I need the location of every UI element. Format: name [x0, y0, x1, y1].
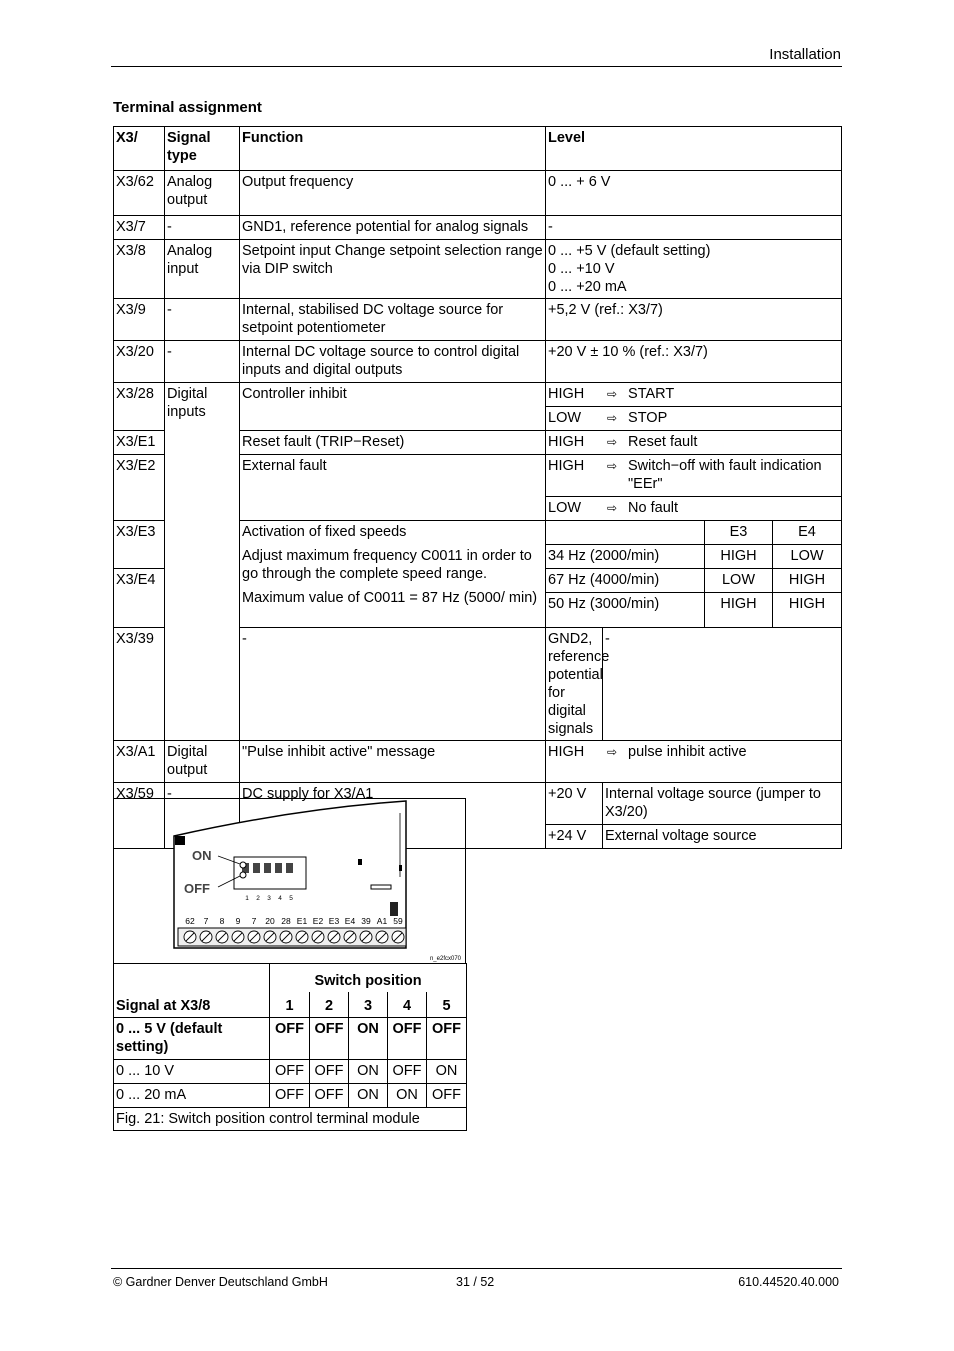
- header-switch-position: Switch position: [270, 964, 467, 992]
- terminal-cell: X3/62: [114, 171, 165, 216]
- dip-number: 1: [245, 895, 249, 902]
- function-cell: DC supply for X3/A1: [240, 783, 546, 849]
- terminal-cell: X3/E4: [114, 569, 165, 628]
- terminal-cell: X3/8: [114, 240, 165, 299]
- signal-cell: -: [165, 783, 240, 849]
- signal-cell: -: [165, 299, 240, 341]
- switch-cell: ON: [349, 1084, 388, 1108]
- arrow-right-icon: ⇨: [606, 435, 618, 449]
- table-row: [114, 216, 842, 240]
- level-line: 0 ... +20 mA: [548, 279, 627, 295]
- e4-cell: HIGH: [773, 569, 842, 593]
- col-header: 5: [427, 992, 467, 1018]
- arrow-right-icon: ⇨: [606, 411, 618, 425]
- table-row: [114, 1018, 467, 1060]
- header-signal-type: Signal type: [165, 127, 240, 171]
- dip-number: 2: [256, 895, 260, 902]
- terminal-assignment-table: [113, 126, 842, 849]
- header-terminal: X3/: [114, 127, 165, 171]
- table-row: [114, 171, 842, 216]
- speed-cell: 50 Hz (3000/min): [546, 593, 705, 628]
- terminal-label: 59: [393, 916, 403, 926]
- level-cell: HIGH ⇨ Switch−off with fault indication "EEr": [546, 455, 842, 497]
- function-cell: "Pulse inhibit active" message: [240, 741, 546, 783]
- table-row: [114, 341, 842, 383]
- terminal-cell: X3/9: [114, 299, 165, 341]
- figure-box: [113, 798, 466, 963]
- switch-cell: ON: [349, 1060, 388, 1084]
- table-row: [114, 383, 842, 407]
- function-cell: Internal DC voltage source to control digital inputs and digital outputs: [240, 341, 546, 383]
- terminal-label: A1: [376, 916, 388, 926]
- col-header: 3: [349, 992, 388, 1018]
- switch-cell: OFF: [310, 1084, 349, 1108]
- terminal-label: 7: [251, 916, 257, 926]
- function-cell: Setpoint input Change setpoint selection range via DIP switch: [240, 240, 546, 299]
- section-title: Terminal assignment: [113, 99, 262, 116]
- terminal-cell: X3/59: [114, 783, 165, 849]
- caption-row: [114, 1108, 467, 1131]
- function-text: Maximum value of C0011 = 87 Hz (5000/ min): [242, 590, 538, 606]
- table-header-row: [114, 127, 842, 171]
- terminal-module-diagram: [114, 799, 465, 963]
- switch-cell: OFF: [388, 1060, 427, 1084]
- dip-number: 5: [289, 895, 293, 902]
- arrow-right-icon: ⇨: [606, 459, 618, 473]
- terminal-label: 9: [235, 916, 241, 926]
- function-cell: GND1, reference potential for analog signals: [240, 216, 546, 240]
- e3-cell: LOW: [705, 569, 773, 593]
- footer-rule: [111, 1268, 842, 1269]
- terminal-label: 39: [361, 916, 371, 926]
- voltage-desc-cell: External voltage source: [603, 825, 842, 849]
- figure-caption: Fig. 21: Switch position control terminal module: [114, 1108, 467, 1131]
- arrow-right-icon: ⇨: [606, 501, 618, 515]
- col-header: 4: [388, 992, 427, 1018]
- switch-cell: ON: [388, 1084, 427, 1108]
- switch-cell: ON: [427, 1060, 467, 1084]
- arrow-right-icon: ⇨: [606, 745, 618, 759]
- signal-cell: 0 ... 20 mA: [114, 1084, 270, 1108]
- level-cell: +5,2 V (ref.: X3/7): [546, 299, 842, 341]
- e4-cell: HIGH: [773, 593, 842, 628]
- voltage-cell: +24 V: [546, 825, 603, 849]
- header-level: Level: [546, 127, 842, 171]
- switch-cell: OFF: [427, 1084, 467, 1108]
- terminal-label: 28: [281, 916, 291, 926]
- dip-number: 4: [278, 895, 282, 902]
- terminal-label: 62: [185, 916, 195, 926]
- level-cell: HIGH ⇨ START: [546, 383, 842, 407]
- dip-number: 3: [267, 895, 271, 902]
- terminal-cell: X3/E2: [114, 455, 165, 521]
- switch-cell: OFF: [310, 1018, 349, 1060]
- footer-doc-number: 610.44520.40.000: [738, 1275, 839, 1289]
- function-cell: External fault: [240, 455, 546, 521]
- signal-cell: -: [165, 341, 240, 383]
- table-row: [114, 299, 842, 341]
- e3-cell: HIGH: [705, 593, 773, 628]
- function-cell: Controller inhibit: [240, 383, 546, 431]
- switch-cell: OFF: [270, 1018, 310, 1060]
- switch-cell: OFF: [310, 1060, 349, 1084]
- switch-position-table: [113, 963, 467, 1131]
- e4-cell: LOW: [773, 545, 842, 569]
- level-line: 0 ... +5 V (default setting): [548, 243, 711, 259]
- table-row: [114, 1060, 467, 1084]
- level-cell: -: [603, 628, 842, 741]
- header-signal: Signal at X3/8: [114, 964, 270, 1018]
- table-header-row: [114, 964, 467, 992]
- terminal-label: 7: [203, 916, 209, 926]
- off-label: OFF: [184, 881, 210, 896]
- voltage-desc-cell: Internal voltage source (jumper to X3/20): [603, 783, 842, 825]
- speed-header-blank: [546, 521, 705, 545]
- signal-cell: Analog input: [165, 240, 240, 299]
- table-row: [114, 1084, 467, 1108]
- terminal-label: E4: [344, 916, 356, 926]
- e3-cell: HIGH: [705, 545, 773, 569]
- signal-cell: 0 ... 10 V: [114, 1060, 270, 1084]
- terminal-label: E3: [328, 916, 340, 926]
- footer-page-number: 31 / 52: [456, 1275, 495, 1289]
- footer-company: © Gardner Denver Deutschland GmbH: [113, 1275, 328, 1289]
- level-cell: LOW ⇨ STOP: [546, 407, 842, 431]
- level-cell: HIGH ⇨ Reset fault: [546, 431, 842, 455]
- terminal-cell: X3/39: [114, 628, 165, 741]
- signal-cell: Digital output: [165, 741, 240, 783]
- speed-col-e3: E3: [705, 521, 773, 545]
- table-row: [114, 741, 842, 783]
- terminal-label: E1: [296, 916, 308, 926]
- signal-cell: 0 ... 5 V (default setting): [114, 1018, 270, 1060]
- terminal-cell: X3/7: [114, 216, 165, 240]
- terminal-cell: X3/A1: [114, 741, 165, 783]
- function-text: Adjust maximum frequency C0011 in order to go through the complete speed range.: [242, 548, 532, 582]
- arrow-right-icon: ⇨: [606, 387, 618, 401]
- section-header: Installation: [769, 46, 841, 63]
- signal-cell: Analog output: [165, 171, 240, 216]
- function-text: Activation of fixed speeds: [242, 524, 407, 540]
- terminal-cell: X3/E3: [114, 521, 165, 569]
- terminal-cell: X3/E1: [114, 431, 165, 455]
- terminal-label: 20: [265, 916, 275, 926]
- speed-cell: 34 Hz (2000/min): [546, 545, 705, 569]
- table-row: [114, 240, 842, 299]
- terminal-label: 8: [219, 916, 225, 926]
- terminal-label: E2: [312, 916, 324, 926]
- signal-cell: -: [165, 216, 240, 240]
- switch-cell: OFF: [270, 1084, 310, 1108]
- col-header: 1: [270, 992, 310, 1018]
- level-cell: +20 V ± 10 % (ref.: X3/7): [546, 341, 842, 383]
- function-cell: Output frequency: [240, 171, 546, 216]
- speed-cell: 67 Hz (4000/min): [546, 569, 705, 593]
- terminal-cell: X3/20: [114, 341, 165, 383]
- voltage-cell: +20 V: [546, 783, 603, 825]
- col-header: 2: [310, 992, 349, 1018]
- switch-cell: OFF: [270, 1060, 310, 1084]
- level-line: 0 ... +10 V: [548, 261, 615, 277]
- switch-cell: OFF: [427, 1018, 467, 1060]
- terminal-cell: X3/28: [114, 383, 165, 431]
- speed-col-e4: E4: [773, 521, 842, 545]
- header-rule: [111, 66, 842, 67]
- function-cell: GND2, reference potential for digital signals: [546, 628, 603, 741]
- function-cell: Reset fault (TRIP−Reset): [240, 431, 546, 455]
- switch-cell: OFF: [388, 1018, 427, 1060]
- level-cell: LOW ⇨ No fault: [546, 497, 842, 521]
- image-id: n_e2fcx070: [429, 956, 461, 962]
- level-cell: HIGH ⇨ pulse inhibit active: [546, 741, 842, 783]
- level-cell: [546, 240, 842, 299]
- function-cell: Internal, stabilised DC voltage source for setpoint potentiometer: [240, 299, 546, 341]
- level-cell: 0 ... + 6 V: [546, 171, 842, 216]
- signal-cell: Digital inputs: [165, 383, 240, 741]
- level-cell: -: [546, 216, 842, 240]
- header-function: Function: [240, 127, 546, 171]
- switch-cell: ON: [349, 1018, 388, 1060]
- function-cell: [240, 521, 546, 628]
- on-label: ON: [192, 848, 212, 863]
- signal-cell: -: [240, 628, 546, 741]
